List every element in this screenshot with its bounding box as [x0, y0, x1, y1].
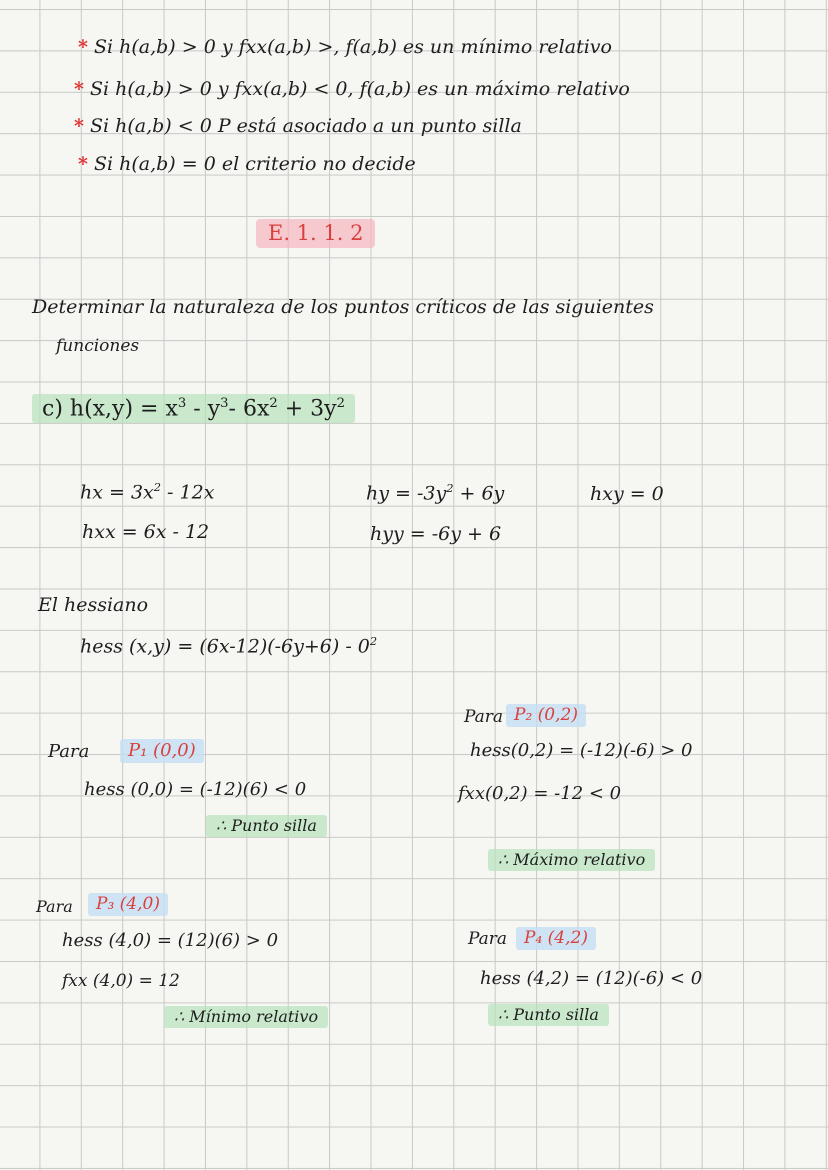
instruction-line-1: Determinar la naturaleza de los puntos críticos de las siguientes	[32, 296, 654, 318]
p4-hess: hess (4,2) = (12)(-6) < 0	[480, 968, 703, 989]
p1-point: P₁ (0,0)	[120, 739, 204, 763]
p1-para: Para	[48, 741, 90, 762]
criterion-1	[78, 38, 612, 57]
criterion-1-text: Si h(a,b) > 0 y fxx(a,b) >, f(a,b) es un mínimo relativo	[93, 36, 612, 58]
star-icon: *	[74, 115, 84, 137]
p2-hess: hess(0,2) = (-12)(-6) > 0	[470, 740, 693, 761]
star-icon: *	[78, 153, 88, 175]
function-definition: c) $h(x,y) = x^3 - y^3-$ $6x^2 + 3y^2$	[32, 394, 355, 423]
criterion-4	[78, 155, 416, 174]
criterion-2-text: Si h(a,b) > 0 y fxx(a,b) < 0, f(a,b) es un máximo relativo	[89, 78, 630, 100]
p3-conclusion: ∴ Mínimo relativo	[164, 1006, 328, 1028]
p4-para: Para	[468, 929, 508, 949]
p3-fxx: fxx (4,0) = 12	[62, 971, 180, 991]
derivative-hx: hx = $3x^2 - 12x$	[80, 480, 215, 504]
section-title: E. 1. 1. 2	[256, 219, 375, 248]
p3-hess: hess (4,0) = (12)(6) > 0	[62, 930, 279, 951]
star-icon: *	[78, 36, 88, 58]
p4-conclusion: ∴ Punto silla	[488, 1004, 609, 1026]
hessian-title: El hessiano	[38, 594, 149, 616]
criterion-4-text: Si h(a,b) = 0 el criterio no decide	[93, 153, 416, 175]
p2-conclusion: ∴ Máximo relativo	[488, 849, 655, 871]
derivative-hxx: hxx = 6x - 12	[82, 521, 210, 543]
instruction-line-2: funciones	[56, 336, 140, 356]
criterion-3	[74, 117, 522, 136]
p3-para: Para	[36, 897, 73, 916]
criterion-2	[74, 80, 630, 99]
p4-point: P₄ (4,2)	[516, 927, 596, 950]
p2-point: P₂ (0,2)	[506, 704, 586, 727]
hessian-formula: hess $(x,y) = (6x-12)(-6y+6) - 0^2$	[80, 634, 378, 658]
derivative-hyy: hyy = -6y + 6	[370, 523, 502, 545]
star-icon: *	[74, 78, 84, 100]
p3-point: P₃ (4,0)	[88, 893, 168, 916]
criterion-3-text: Si h(a,b) < 0 P está asociado a un punto silla	[89, 115, 522, 137]
p2-fxx: fxx(0,2) = -12 < 0	[458, 783, 622, 804]
p2-para: Para	[464, 707, 504, 727]
p1-hess: hess (0,0) = (-12)(6) < 0	[84, 779, 307, 800]
derivative-hy: hy = $-3y^2 + 6y$	[366, 481, 505, 505]
p1-conclusion: ∴ Punto silla	[206, 815, 327, 837]
derivative-hxy: hxy = 0	[590, 483, 664, 505]
